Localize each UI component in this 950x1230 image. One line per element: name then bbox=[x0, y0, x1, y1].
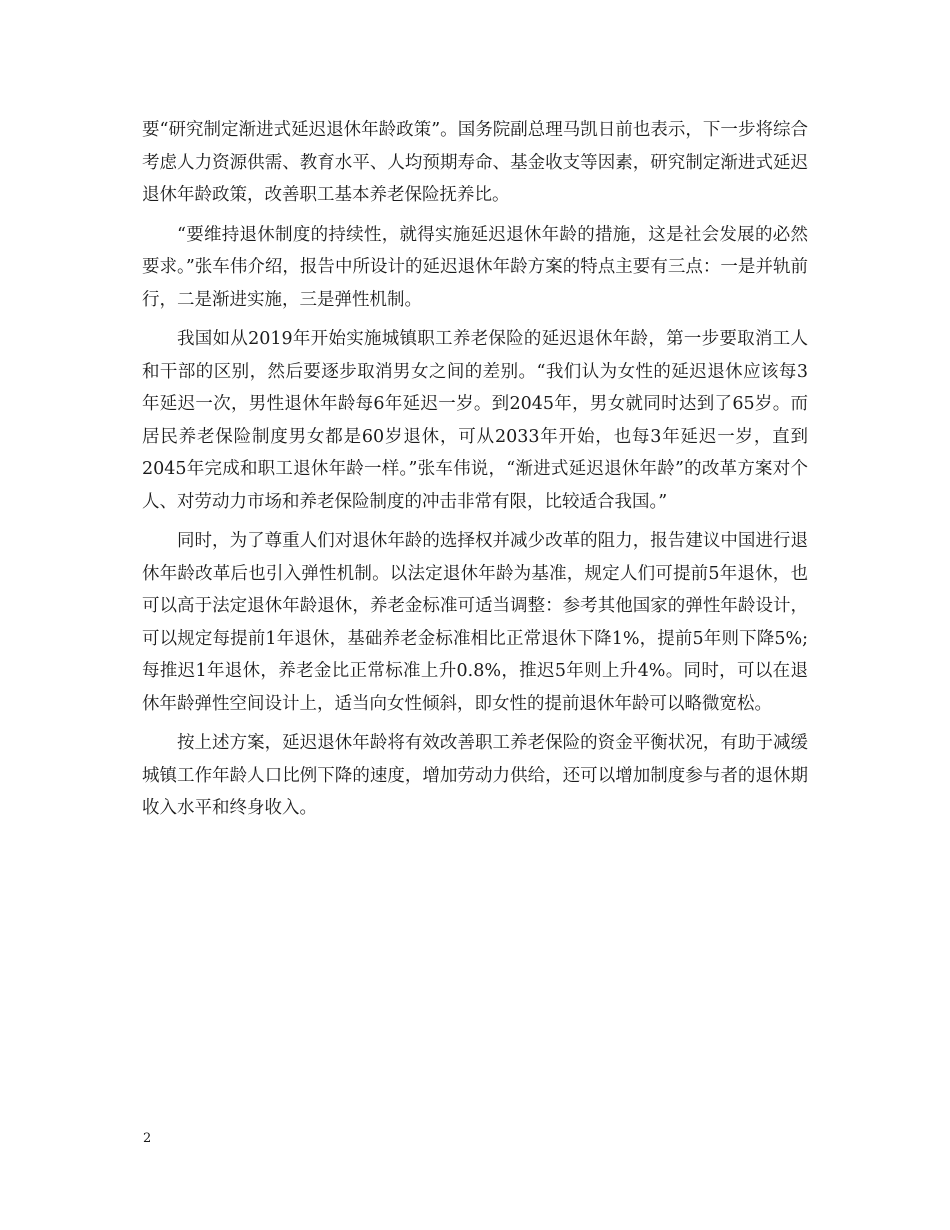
paragraph-3: 我国如从2019年开始实施城镇职工养老保险的延迟退休年龄，第一步要取消工人和干部的区别，然后要逐步取消男女之间的差别。“我们认为女性的延迟退休应该每3年延迟一次，男性退休年龄每6年延迟一岁。到2045年，男女就同时达到了65岁。而居民养老保险制度男女都是60岁退休，可从2033年开始，也每3年延迟一岁，直到2045年完成和职工退休年龄一样。”张车伟说，“渐进式延迟退休年龄”的改革方案对个人、对劳动力市场和养老保险制度的冲击非常有限，比较适合我国。” bbox=[142, 329, 808, 512]
document-body bbox=[142, 114, 808, 832]
page-number: 2 bbox=[143, 1131, 152, 1146]
paragraph-2: “要维持退休制度的持续性，就得实施延迟退休年龄的措施，这是社会发展的必然要求。”张车伟介绍，报告中所设计的延迟退休年龄方案的特点主要有三点：一是并轨前行，二是渐进实施，三是弹性机制。 bbox=[142, 224, 808, 310]
paragraph-4: 同时，为了尊重人们对退休年龄的选择权并减少改革的阻力，报告建议中国进行退休年龄改革后也引入弹性机制。以法定退休年龄为基准，规定人们可提前5年退休，也可以高于法定退休年龄退休，养老金标准可适当调整：参考其他国家的弹性年龄设计，可以规定每提前1年退休，基础养老金标准相比正常退休下降1%，提前5年则下降5%;每推迟1年退休，养老金比正常标准上升0.8%，推迟5年则上升4%。同时，可以在退休年龄弹性空间设计上，适当向女性倾斜，即女性的提前退休年龄可以略微宽松。 bbox=[142, 531, 808, 714]
paragraph-5: 按上述方案，延迟退休年龄将有效改善职工养老保险的资金平衡状况，有助于减缓城镇工作年龄人口比例下降的速度，增加劳动力供给，还可以增加制度参与者的退休期收入水平和终身收入。 bbox=[142, 733, 808, 818]
paragraph-1: 要“研究制定渐进式延迟退休年龄政策”。国务院副总理马凯日前也表示，下一步将综合考虑人力资源供需、教育水平、人均预期寿命、基金收支等因素，研究制定渐进式延迟退休年龄政策，改善职工基本养老保险抚养比。 bbox=[142, 120, 808, 205]
